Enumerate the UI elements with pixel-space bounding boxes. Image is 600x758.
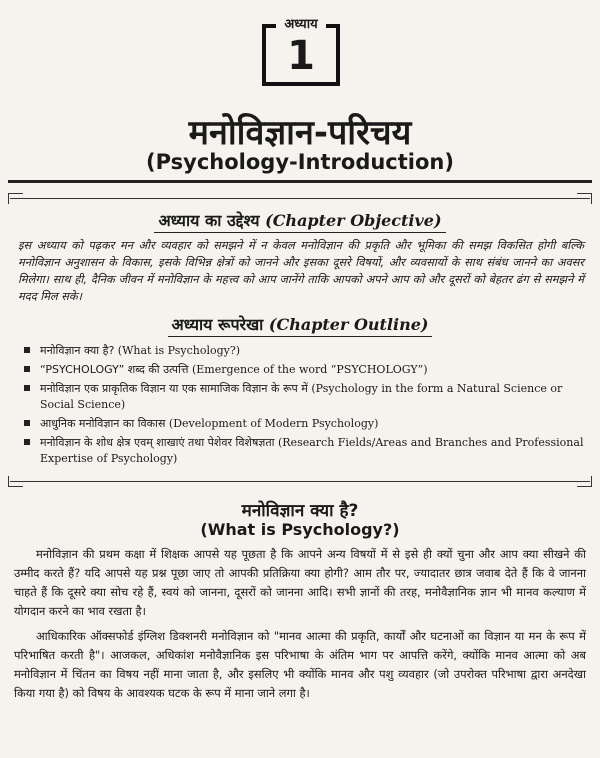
bullet-icon	[24, 347, 30, 353]
outline-item-hindi: मनोविज्ञान के शोध क्षेत्र एवम् शाखाएं तथा पेशेवर विशेषज्ञता	[40, 436, 275, 449]
objective-heading	[10, 209, 590, 233]
corner-ornament	[8, 476, 23, 487]
outline-item	[24, 381, 590, 413]
corner-ornament	[8, 193, 23, 204]
outline-item	[24, 343, 590, 359]
corner-ornament	[577, 193, 592, 204]
outline-item	[24, 362, 590, 378]
chapter-badge	[262, 17, 340, 86]
outline-list	[24, 343, 590, 467]
title-divider	[8, 180, 592, 183]
outline-item-english: (Psychology in the form a Natural Science or Social Science)	[40, 382, 563, 411]
outline-item	[24, 416, 590, 432]
bullet-icon	[24, 385, 30, 391]
outline-heading-english: (Chapter Outline)	[268, 315, 429, 334]
section-heading-hindi: मनोविज्ञान क्या है?	[241, 501, 359, 521]
outline-item-hindi: मनोविज्ञान एक प्राकृतिक विज्ञान या एक सामाजिक विज्ञान के रूप में	[40, 382, 308, 395]
body-paragraph: मनोविज्ञान की प्रथम कक्षा में शिक्षक आपसे यह पूछता है कि आपने अन्य विषयों में से इसे ही क्यों चुना और आप क्या सीखने की उम्मीद करते हैं? यदि आपसे यह प्रश्न पूछा जाए तो आपकी प्रतिक्रिया क्या होगी? आम तौर पर, ज्यादातर छात्र जवाब देते हैं कि वे जानना चाहते हैं कि दूसरे क्या सोच रहे हैं, स्वयं को जानना, दूसरों को जानना आदि। सभी ज्ञानों की तरह, मनोवैज्ञानिक ज्ञान भी मानव कल्याण में योगदान करने का भाव रखता है।	[14, 547, 586, 618]
chapter-title-english: (Psychology-Introduction)	[146, 150, 454, 174]
outline-heading	[10, 313, 590, 337]
chapter-number: 1	[287, 33, 315, 79]
bullet-icon	[24, 366, 30, 372]
bullet-icon	[24, 420, 30, 426]
corner-ornament	[577, 476, 592, 487]
outline-item-english: (Development of Modern Psychology)	[168, 417, 379, 430]
outline-heading-hindi: अध्याय रूपरेखा	[171, 315, 264, 334]
outline-item-hindi: आधुनिक मनोविज्ञान का विकास	[40, 417, 166, 430]
section-body	[14, 545, 586, 709]
chapter-label: अध्याय	[284, 17, 318, 32]
body-paragraph: आधिकारिक ऑक्सफोर्ड इंग्लिश डिक्शनरी मनोविज्ञान को "मानव आत्मा की प्रकृति, कार्यों और घटनाओं का विज्ञान या मन के रूप में परिभाषित करती है"। आजकल, अधिकांश मनोवैज्ञानिक इस परिभाषा के अंतिम भाग पर आपत्ति करेंगे, क्योंकि मानव आत्मा को अब मनोविज्ञान में चिंतन का विषय नहीं माना जाता है, और इसलिए भी क्योंकि मानव और पशु व्यवहार (जो उपरोक्त परिभाषा द्वारा अनदेखा किया गया है) को विषय के आवश्यक घटक के रूप में माना जाने लगा है।	[14, 629, 586, 700]
outline-item-english: (What is Psychology?)	[117, 344, 241, 357]
outline-item	[24, 435, 590, 467]
chapter-summary-box	[10, 198, 590, 482]
outline-item-hindi: मनोविज्ञान क्या है?	[40, 344, 115, 357]
objective-heading-english: (Chapter Objective)	[265, 211, 442, 230]
objective-heading-hindi: अध्याय का उद्देश्य	[158, 211, 260, 230]
objective-text: इस अध्याय को पढ़कर मन और व्यवहार को समझने में न केवल मनोविज्ञान की प्रकृति और भूमिका की समझ विकसित होगी बल्कि मनोविज्ञान अनुशासन के विकास, इसके विभिन्न क्षेत्रों को जानने और इसका दूसरे विषयों, और व्यवसायों के साथ संबंध जानने का अवसर मिलेगा। साथ ही, दैनिक जीवन में मनोविज्ञान के महत्त्व को आप जानेंगे ताकि आपको अपने आप को और दूसरों को बेहतर ढंग से समझने में मदद मिल सके।	[18, 239, 584, 303]
outline-item-english: (Research Fields/Areas and Branches and Professional Expertise of Psychology)	[40, 436, 584, 465]
outline-item-hindi: “PSYCHOLOGY” शब्द की उत्पत्ति	[40, 363, 189, 376]
section-heading-english: (What is Psychology?)	[200, 520, 400, 539]
chapter-title-hindi: मनोविज्ञान-परिचय	[188, 113, 412, 153]
bullet-icon	[24, 439, 30, 445]
outline-item-english: (Emergence of the word “PSYCHOLOGY”)	[191, 363, 428, 376]
